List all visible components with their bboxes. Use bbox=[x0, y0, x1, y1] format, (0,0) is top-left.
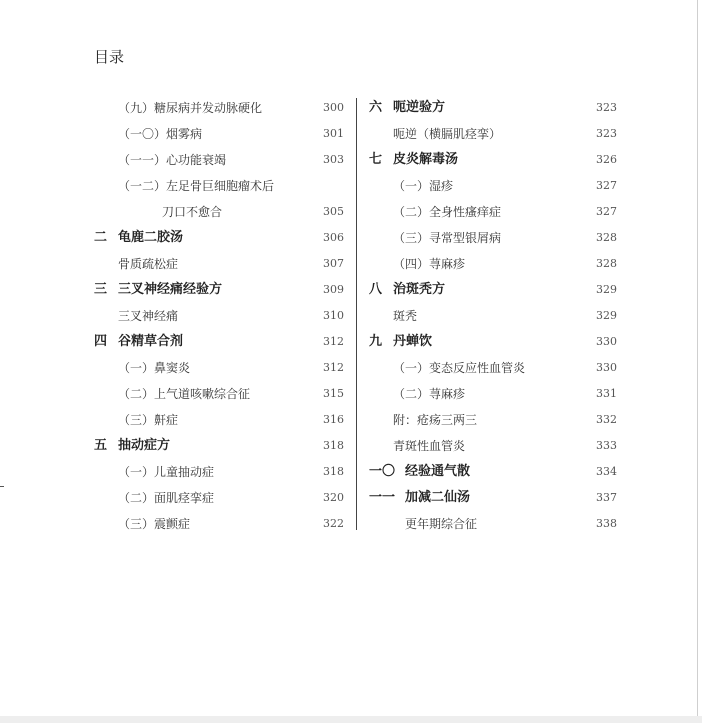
page-number: 307 bbox=[323, 257, 344, 270]
entry-label: （二）全身性瘙痒症 bbox=[393, 205, 502, 219]
page-title: 目录 bbox=[94, 48, 125, 66]
toc-chapter-entry[interactable] bbox=[369, 95, 617, 121]
entry-label: 刀口不愈合 bbox=[162, 205, 223, 219]
toc-section-entry[interactable] bbox=[369, 173, 617, 199]
toc-section-entry[interactable] bbox=[94, 511, 344, 537]
chapter-number: 三 bbox=[94, 282, 108, 297]
toc-chapter-entry[interactable] bbox=[369, 329, 617, 355]
toc-chapter-entry[interactable] bbox=[369, 485, 617, 511]
toc-section-entry[interactable] bbox=[94, 95, 344, 121]
toc-left-column bbox=[94, 95, 344, 537]
entry-label: （二）上气道咳嗽综合征 bbox=[118, 387, 251, 401]
entry-label: 龟鹿二胶汤 bbox=[118, 230, 184, 245]
entry-label: 加减二仙汤 bbox=[405, 490, 471, 505]
page-number: 331 bbox=[596, 387, 617, 400]
entry-label: （一）湿疹 bbox=[393, 179, 454, 193]
toc-section-entry[interactable] bbox=[369, 433, 617, 459]
toc-chapter-entry[interactable] bbox=[369, 147, 617, 173]
toc-section-entry[interactable] bbox=[369, 225, 617, 251]
page-number: 328 bbox=[596, 257, 617, 270]
toc-section-entry[interactable] bbox=[94, 381, 344, 407]
entry-label: 青斑性血管炎 bbox=[393, 439, 466, 453]
page-number: 327 bbox=[596, 179, 617, 192]
page-number: 309 bbox=[323, 283, 344, 296]
chapter-number: 五 bbox=[94, 438, 108, 453]
page-number: 318 bbox=[323, 439, 344, 452]
entry-label: （一）鼻窦炎 bbox=[118, 361, 191, 375]
toc-section-entry[interactable] bbox=[369, 355, 617, 381]
toc-section-entry[interactable] bbox=[94, 251, 344, 277]
chapter-number: 四 bbox=[94, 334, 108, 349]
entry-label: 骨质疏松症 bbox=[118, 257, 179, 271]
page-number: 337 bbox=[596, 491, 617, 504]
margin-tick-mark bbox=[0, 486, 4, 487]
page-number: 329 bbox=[596, 283, 617, 296]
toc-section-entry[interactable] bbox=[369, 511, 617, 537]
page-number: 305 bbox=[323, 205, 344, 218]
entry-label: 呃逆验方 bbox=[393, 100, 446, 115]
page-edge-bottom bbox=[0, 716, 702, 723]
entry-label: （三）鼾症 bbox=[118, 413, 179, 427]
entry-label: 三叉神经痛经验方 bbox=[118, 282, 223, 297]
toc-section-entry[interactable] bbox=[94, 199, 344, 225]
toc-section-entry[interactable] bbox=[94, 147, 344, 173]
entry-label: 经验通气散 bbox=[405, 464, 471, 479]
page-number: 326 bbox=[596, 153, 617, 166]
entry-label: 三叉神经痛 bbox=[118, 309, 179, 323]
entry-label: （一）儿童抽动症 bbox=[118, 465, 215, 479]
entry-label: （一）变态反应性血管炎 bbox=[393, 361, 526, 375]
toc-right-column bbox=[369, 95, 617, 537]
entry-label: 皮炎解毒汤 bbox=[393, 152, 459, 167]
page-number: 328 bbox=[596, 231, 617, 244]
entry-label: 斑秃 bbox=[393, 309, 418, 323]
toc-chapter-entry[interactable] bbox=[94, 329, 344, 355]
chapter-number: 八 bbox=[369, 282, 383, 297]
chapter-number: 一一 bbox=[369, 490, 396, 505]
toc-section-entry[interactable] bbox=[94, 303, 344, 329]
chapter-number: 一〇 bbox=[369, 464, 396, 479]
chapter-number: 二 bbox=[94, 230, 108, 245]
page-number: 330 bbox=[596, 335, 617, 348]
entry-label: 附：疮疡三两三 bbox=[393, 413, 478, 427]
page-number: 312 bbox=[323, 361, 344, 374]
toc-chapter-entry[interactable] bbox=[94, 225, 344, 251]
toc-chapter-entry[interactable] bbox=[369, 459, 617, 485]
page-edge-right bbox=[697, 0, 698, 723]
entry-label: （三）寻常型银屑病 bbox=[393, 231, 502, 245]
toc-section-entry[interactable] bbox=[369, 303, 617, 329]
entry-label: 丹蝉饮 bbox=[393, 334, 433, 349]
entry-label: （一一）心功能衰竭 bbox=[118, 153, 227, 167]
page-number: 320 bbox=[323, 491, 344, 504]
chapter-number: 九 bbox=[369, 334, 383, 349]
column-divider bbox=[356, 98, 357, 530]
page-number: 316 bbox=[323, 413, 344, 426]
toc-section-entry[interactable] bbox=[369, 121, 617, 147]
page-number: 322 bbox=[323, 517, 344, 530]
toc-chapter-entry[interactable] bbox=[94, 433, 344, 459]
page-number: 300 bbox=[323, 101, 344, 114]
entry-label: （二）荨麻疹 bbox=[393, 387, 466, 401]
page-number: 329 bbox=[596, 309, 617, 322]
page-number: 315 bbox=[323, 387, 344, 400]
entry-label: （二）面肌痉挛症 bbox=[118, 491, 215, 505]
page-number: 323 bbox=[596, 127, 617, 140]
page-number: 323 bbox=[596, 101, 617, 114]
entry-label: 更年期综合征 bbox=[405, 517, 478, 531]
toc-section-entry[interactable] bbox=[94, 121, 344, 147]
toc-section-entry[interactable] bbox=[94, 173, 344, 199]
page-number: 303 bbox=[323, 153, 344, 166]
page-number: 318 bbox=[323, 465, 344, 478]
entry-label: （一〇）烟雾病 bbox=[118, 127, 203, 141]
page-number: 312 bbox=[323, 335, 344, 348]
toc-section-entry[interactable] bbox=[94, 407, 344, 433]
page-number: 301 bbox=[323, 127, 344, 140]
toc-chapter-entry[interactable] bbox=[94, 277, 344, 303]
entry-label: 谷精草合剂 bbox=[118, 334, 184, 349]
page-number: 332 bbox=[596, 413, 617, 426]
toc-section-entry[interactable] bbox=[369, 407, 617, 433]
toc-section-entry[interactable] bbox=[369, 199, 617, 225]
toc-section-entry[interactable] bbox=[94, 485, 344, 511]
page-number: 310 bbox=[323, 309, 344, 322]
entry-label: （三）震颤症 bbox=[118, 517, 191, 531]
toc-section-entry[interactable] bbox=[369, 381, 617, 407]
page-number: 338 bbox=[596, 517, 617, 530]
page-number: 306 bbox=[323, 231, 344, 244]
chapter-number: 七 bbox=[369, 152, 383, 167]
entry-label: 抽动症方 bbox=[118, 438, 171, 453]
page-number: 327 bbox=[596, 205, 617, 218]
entry-label: （九）糖尿病并发动脉硬化 bbox=[118, 101, 263, 115]
entry-label: （一二）左足骨巨细胞瘤术后 bbox=[118, 179, 275, 193]
page-number: 333 bbox=[596, 439, 617, 452]
toc-chapter-entry[interactable] bbox=[369, 277, 617, 303]
toc-section-entry[interactable] bbox=[94, 355, 344, 381]
entry-label: 呃逆（横膈肌痉挛） bbox=[393, 127, 502, 141]
toc-section-entry[interactable] bbox=[369, 251, 617, 277]
entry-label: 治斑秃方 bbox=[393, 282, 446, 297]
chapter-number: 六 bbox=[369, 100, 383, 115]
entry-label: （四）荨麻疹 bbox=[393, 257, 466, 271]
toc-section-entry[interactable] bbox=[94, 459, 344, 485]
page-number: 334 bbox=[596, 465, 617, 478]
page-number: 330 bbox=[596, 361, 617, 374]
